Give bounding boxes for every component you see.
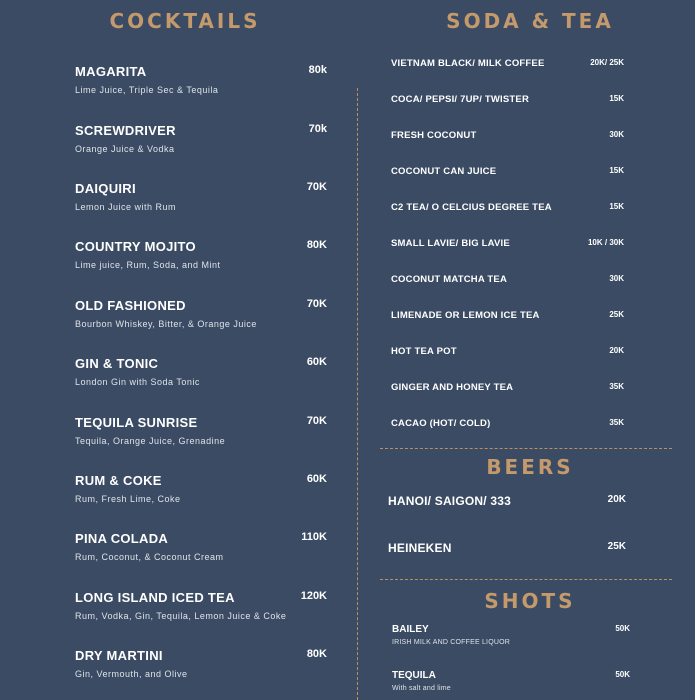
cocktail-desc: Lime juice, Rum, Soda, and Mint [75,260,221,270]
cocktail-desc: Rum, Fresh Lime, Coke [75,494,181,504]
cocktail-price: 70k [308,123,327,135]
soda-tea-price: 35K [609,418,624,427]
soda-tea-item [391,202,624,216]
cocktail-desc: Bourbon Whiskey, Bitter, & Orange Juice [75,319,257,329]
soda-tea-price: 10K / 30K [587,238,624,247]
cocktail-price: 70K [306,415,327,427]
cocktails-title: COCKTAILS [109,9,261,33]
cocktail-desc: Lemon Juice with Rum [75,202,177,212]
soda-tea-price: 15K [609,166,624,175]
soda-tea-price: 30K [609,130,624,139]
beer-name: HANOI/ SAIGON/ 333 [388,494,511,508]
cocktail-desc: London Gin with Soda Tonic [75,377,200,387]
shot-desc: With salt and lime [392,685,451,692]
cocktail-price: 70K [306,298,327,310]
soda-tea-item [391,58,624,72]
soda-tea-item [391,346,624,360]
beer-item [388,541,626,557]
shots-title: SHOTS [484,589,576,613]
beers-title: BEERS [486,455,574,479]
cocktail-name: RUM & COKE [75,473,162,488]
cocktail-name: COUNTRY MOJITO [75,239,196,254]
soda-tea-price: 20K [609,346,624,355]
vertical-divider [357,88,358,700]
soda-tea-name: SMALL LAVIE/ BIG LAVIE [391,238,510,249]
beers-shots-divider [380,579,672,580]
soda-tea-price: 30K [609,274,624,283]
soda-tea-item [391,382,624,396]
cocktail-name: TEQUILA SUNRISE [75,415,198,430]
cocktail-price: 80K [306,239,327,251]
soda-tea-item [391,238,624,252]
soda-tea-item [391,94,624,108]
soda-tea-name: COCONUT MATCHA TEA [391,274,508,285]
soda-tea-item [391,310,624,324]
soda-tea-item [391,130,624,144]
soda-tea-price: 25K [609,310,624,319]
cocktail-price: 110K [301,531,327,543]
cocktail-desc: Rum, Coconut, & Coconut Cream [75,552,224,562]
cocktail-desc: Rum, Vodka, Gin, Tequila, Lemon Juice & Coke [75,611,287,621]
cocktail-price: 80K [306,648,327,660]
soda-tea-name: LIMENADE OR LEMON ICE TEA [391,310,540,321]
cocktail-price: 70K [306,181,327,193]
shot-price: 50K [615,624,630,633]
beer-price: 20K [607,494,626,505]
cocktail-price: 80k [308,64,327,76]
cocktail-price: 60K [306,473,327,485]
cocktail-name: DRY MARTINI [75,648,163,663]
cocktail-name: PINA COLADA [75,531,169,546]
soda-tea-item [391,418,624,432]
beer-name: HEINEKEN [388,541,452,555]
soda-tea-price: 15K [609,202,624,211]
cocktail-name: LONG ISLAND ICED TEA [75,590,235,605]
cocktail-name: MAGARITA [75,64,147,79]
soda-tea-name: HOT TEA POT [391,346,457,357]
soda-tea-name: FRESH COCONUT [391,130,477,141]
soda-tea-price: 20K/ 25K [590,58,624,67]
soda-tea-name: VIETNAM BLACK/ MILK COFFEE [391,58,545,69]
shot-desc: IRISH MILK AND COFFEE LIQUOR [392,639,511,646]
soda-beers-divider [380,448,672,449]
soda-tea-name: GINGER AND HONEY TEA [391,382,514,393]
soda-tea-name: COCONUT CAN JUICE [391,166,497,177]
cocktail-name: OLD FASHIONED [75,298,186,313]
cocktail-price: 120K [300,590,327,602]
cocktail-desc: Lime Juice, Triple Sec & Tequila [75,85,219,95]
soda-tea-price: 35K [609,382,624,391]
cocktail-name: DAIQUIRI [75,181,136,196]
cocktail-price: 60K [306,356,327,368]
soda-tea-price: 15K [609,94,624,103]
shot-name: BAILEY [392,624,429,635]
beer-price: 25K [607,541,626,552]
cocktail-name: SCREWDRIVER [75,123,176,138]
cocktail-desc: Gin, Vermouth, and Olive [75,669,188,679]
soda-tea-item [391,166,624,180]
cocktail-desc: Tequila, Orange Juice, Grenadine [75,436,226,446]
cocktail-desc: Orange Juice & Vodka [75,144,175,154]
cocktail-name: GIN & TONIC [75,356,159,371]
shot-price: 50K [615,670,630,679]
shot-name: TEQUILA [392,670,436,681]
soda-tea-name: CACAO (HOT/ COLD) [391,418,491,429]
beer-item [388,494,626,510]
soda-tea-item [391,274,624,288]
soda-tea-name: COCA/ PEPSI/ 7UP/ TWISTER [391,94,530,105]
soda-tea-title: SODA & TEA [446,9,614,33]
soda-tea-name: C2 TEA/ O CELCIUS DEGREE TEA [391,202,552,213]
